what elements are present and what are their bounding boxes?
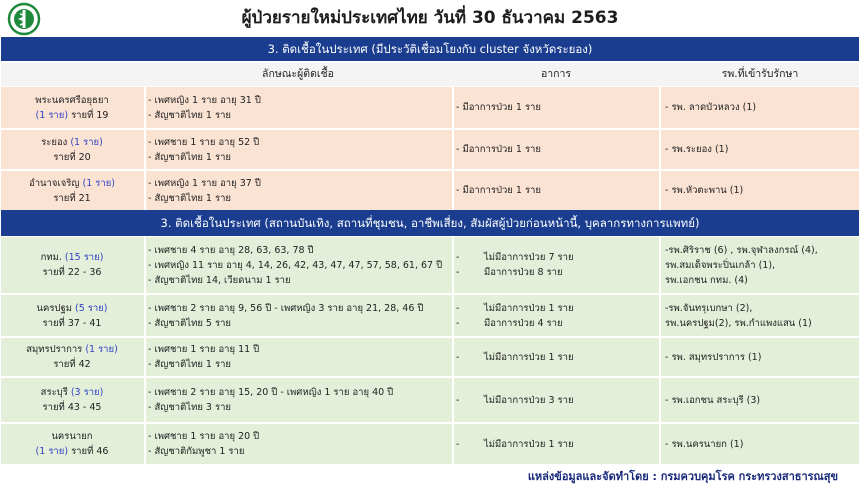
hospital-line: -รพ.ศิริราช (6) , รพ.จุฬาลงกรณ์ (4), [665, 244, 818, 256]
features-cell [148, 130, 448, 169]
province-name: นครนายก [51, 431, 93, 442]
features-cell [148, 87, 448, 128]
case-number: รายที่ 22 - 36 [42, 267, 102, 278]
symptom-line: มีอาการป่วย 4 ราย [484, 317, 563, 329]
symptoms-cell [456, 130, 656, 169]
hospital-line: - รพ.นครนายก (1) [665, 438, 744, 450]
case-number: รายที่ 43 - 45 [42, 402, 102, 413]
hospital-line: - รพ. สมุทรปราการ (1) [665, 351, 762, 363]
symptom-line: - มีอาการป่วย 1 ราย [456, 144, 541, 155]
features-cell [148, 171, 448, 210]
table-row [1, 295, 859, 336]
column-header-symptoms: อาการ [540, 68, 572, 80]
case-number: รายที่ 46 [71, 446, 109, 457]
case-count: (5 ราย) [75, 302, 108, 314]
symptom-line: ไม่มีอาการป่วย 7 ราย [484, 252, 574, 263]
table-row [1, 237, 859, 293]
symptom-line: ไม่มีอาการป่วย 1 ราย [484, 351, 574, 363]
hospital-line: - รพ.ระยอง (1) [665, 144, 729, 155]
case-count: (1 ราย) [70, 136, 103, 148]
column-header-features: ลักษณะผู้ติดเชื้อ [262, 68, 334, 80]
table-row [1, 171, 859, 210]
case-cell [1, 237, 143, 293]
hospital-cell [665, 424, 855, 464]
features-cell [148, 338, 448, 376]
province-name: นครปฐม [36, 302, 72, 314]
symptoms-cell: - ไม่มีอาการป่วย 3 ราย [456, 394, 574, 406]
case-number: รายที่ 42 [53, 359, 91, 370]
column-header-hospital: รพ.ที่เข้ารับรักษา [721, 68, 799, 80]
page-title: ผู้ป่วยรายใหม่ประเทศไทย วันที่ 30 ธันวาคม 2563 [241, 8, 619, 28]
symptom-line: ไม่มีอาการป่วย 1 ราย [484, 302, 574, 314]
hospital-cell [665, 130, 855, 169]
feature-line: - สัญชาติไทย 1 ราย [148, 151, 231, 163]
province-name: กทม. [40, 252, 62, 263]
feature-line: - สัญชาติไทย 5 ราย [148, 317, 231, 329]
hospital-cell [665, 295, 855, 336]
province-name: พระนครศรีอยุธยา [35, 94, 109, 106]
column-header-case [1, 63, 143, 86]
case-count: (3 ราย) [70, 387, 104, 398]
province-name: ระยอง [41, 136, 68, 148]
table-row [1, 87, 859, 128]
section-1-banner: 3. ติดเชื้อในประเทศ (มีประวัติเชื่อมโยงกับ cluster จังหวัดระยอง) [1, 37, 859, 61]
hospital-line: รพ.สมเด็จพระปิ่นเกล้า (1), [665, 259, 776, 271]
case-number: รายที่ 21 [53, 192, 91, 204]
case-cell [1, 171, 143, 210]
case-number: รายที่ 37 - 41 [42, 317, 102, 329]
symptom-line: ไม่มีอาการป่วย 3 ราย [484, 394, 574, 406]
hospital-line: -รพ.จันทรุเบกษา (2), [665, 302, 753, 314]
province-name: สระบุรี [40, 387, 68, 398]
feature-line: - เพศชาย 1 ราย อายุ 52 ปี [148, 136, 260, 148]
feature-line: - เพศหญิง 1 ราย อายุ 31 ปี [148, 94, 261, 106]
features-cell [148, 424, 448, 464]
feature-line: - เพศหญิง 11 ราย อายุ 4, 14, 26, 42, 43, 47, 47, 57, 58, 61, 67 ปี [148, 259, 443, 271]
symptoms-cell [456, 171, 656, 210]
case-cell [1, 338, 143, 376]
symptoms-cell: - ไม่มีอาการป่วย 7 ราย - มีอาการป่วย 8 ราย [456, 252, 574, 278]
symptom-line: - มีอาการป่วย 1 ราย [456, 185, 541, 196]
case-count: (1 ราย) [35, 109, 69, 121]
features-cell [148, 295, 448, 336]
case-count: (1 ราย) [35, 446, 69, 457]
case-cell [1, 378, 143, 422]
hospital-cell [665, 378, 855, 422]
hospital-line: รพ.นครปฐม(2), รพ.กำแพงแสน (1) [665, 317, 812, 329]
hospital-line: - รพ.เอกชน สระบุรี (3) [665, 394, 761, 406]
symptom-line: - มีอาการป่วย 1 ราย [456, 102, 541, 113]
table-row [1, 378, 859, 422]
feature-line: - สัญชาติไทย 3 ราย [148, 402, 231, 413]
symptoms-cell [456, 87, 656, 128]
case-number: รายที่ 20 [53, 151, 91, 163]
symptom-line: มีอาการป่วย 8 ราย [484, 267, 563, 278]
symptoms-cell: - ไม่มีอาการป่วย 1 ราย [456, 438, 574, 450]
hospital-line: - รพ. ลาดบัวหลวง (1) [665, 102, 757, 113]
case-count: (1 ราย) [85, 344, 118, 355]
case-count: (1 ราย) [82, 177, 115, 189]
symptom-line: ไม่มีอาการป่วย 1 ราย [484, 438, 574, 450]
hospital-cell [665, 338, 855, 376]
features-cell [148, 237, 448, 293]
source-footer: แหล่งข้อมูลและจัดทำโดย : กรมควบคุมโรค กระทรวงสาธารณสุข [527, 470, 838, 483]
province-name: สมุทรปราการ [26, 344, 83, 355]
case-cell [1, 295, 143, 336]
case-number: รายที่ 19 [71, 109, 109, 121]
feature-line: - เพศชาย 2 ราย อายุ 15, 20 ปี - เพศหญิง 1 ราย อายุ 40 ปี [148, 387, 394, 398]
case-count: (15 ราย) [64, 252, 104, 263]
feature-line: - สัญชาติไทย 1 ราย [148, 359, 231, 370]
feature-line: - สัญชาติกัมพูชา 1 ราย [148, 446, 245, 457]
symptoms-cell: - ไม่มีอาการป่วย 1 ราย - มีอาการป่วย 4 ราย [456, 302, 574, 329]
hospital-cell [665, 237, 855, 293]
feature-line: - สัญชาติไทย 14, เวียดนาม 1 ราย [148, 274, 291, 286]
table-row [1, 424, 859, 464]
hospital-cell [665, 87, 855, 128]
case-cell [1, 424, 143, 464]
header [0, 0, 860, 38]
province-name: อำนาจเจริญ [29, 177, 80, 189]
feature-line: - เพศชาย 1 ราย อายุ 11 ปี [148, 344, 260, 355]
symptoms-cell: - ไม่มีอาการป่วย 1 ราย [456, 351, 574, 363]
feature-line: - เพศชาย 4 ราย อายุ 28, 63, 63, 78 ปี [148, 244, 314, 256]
case-cell [1, 87, 143, 128]
table-row [1, 130, 859, 169]
hospital-cell [665, 171, 855, 210]
table-row [1, 338, 859, 376]
feature-line: - เพศหญิง 1 ราย อายุ 37 ปี [148, 177, 261, 189]
hospital-line: - รพ.หัวตะพาน (1) [665, 185, 744, 196]
feature-line: - สัญชาติไทย 1 ราย [148, 109, 231, 121]
feature-line: - เพศชาย 2 ราย อายุ 9, 56 ปี - เพศหญิง 3 ราย อายุ 21, 28, 46 ปี [148, 302, 424, 314]
case-cell [1, 130, 143, 169]
feature-line: - สัญชาติไทย 1 ราย [148, 192, 231, 204]
section-2-banner: 3. ติดเชื้อในประเทศ (สถานบันเทิง, สถานที่ชุมชน, อาชีพเสี่ยง, สัมผัสผู้ป่วยก่อนหน้านี้, บุคลากรทางการแพทย์) [1, 210, 859, 236]
column-header-row [1, 63, 859, 86]
features-cell [148, 378, 448, 422]
hospital-line: รพ.เอกชน กทม. (4) [665, 274, 748, 286]
feature-line: - เพศชาย 1 ราย อายุ 20 ปี [148, 431, 260, 442]
